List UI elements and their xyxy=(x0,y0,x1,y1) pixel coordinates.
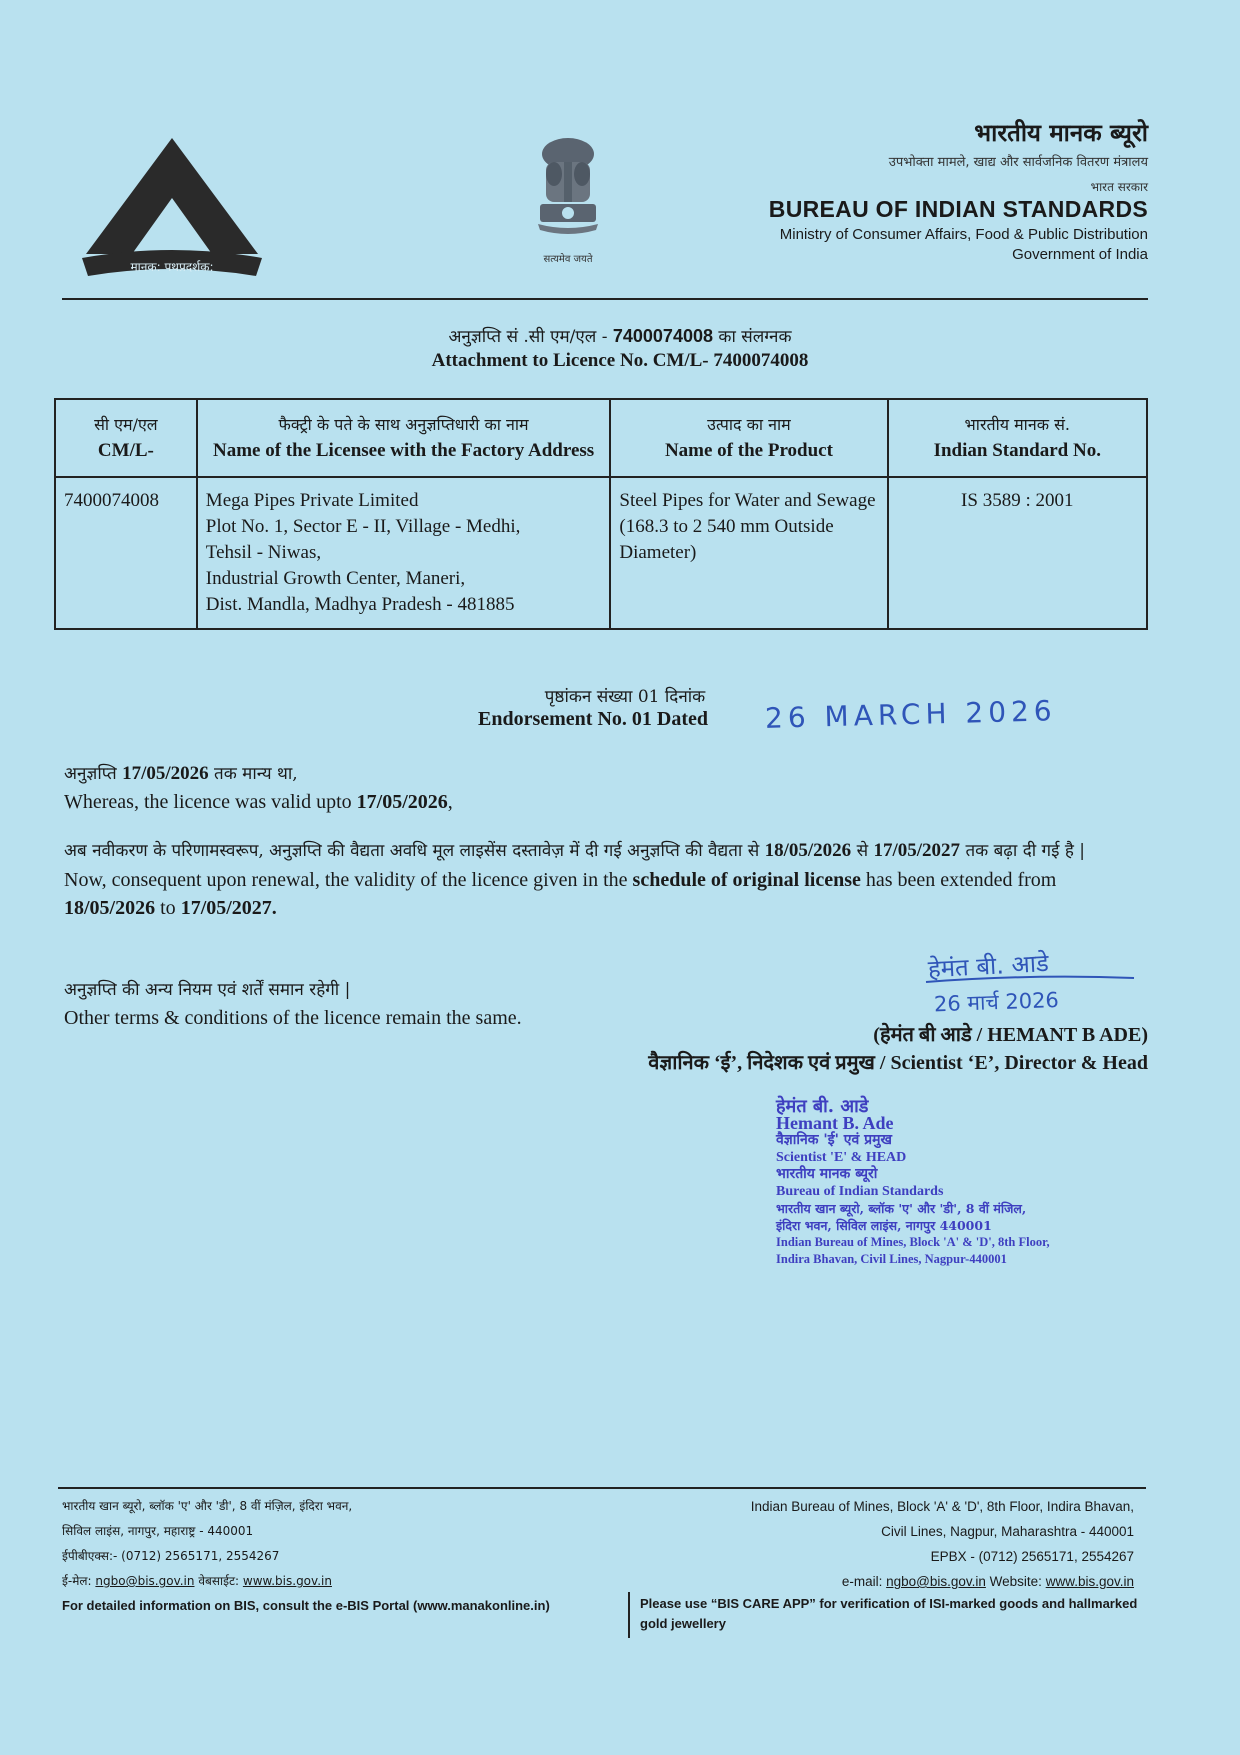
emblem-motto: सत्यमेव जयते xyxy=(543,254,593,265)
footer-hindi-phone: ईपीबीएक्स:- (0712) 2565171, 2554267 xyxy=(62,1549,280,1563)
column-header-standard xyxy=(888,399,1147,477)
column-header-cml xyxy=(55,399,197,477)
website-label: वेबसाईट: xyxy=(198,1574,240,1588)
validity-english xyxy=(64,788,1144,816)
stamp-line: Scientist 'E' & HEAD xyxy=(776,1150,907,1165)
attachment-hindi-prefix: अनुज्ञप्ति सं .सी एम/एल - xyxy=(448,327,608,347)
licence-table xyxy=(54,398,1148,630)
renewal-hindi xyxy=(64,836,1144,866)
header-government: Government of India xyxy=(1012,246,1148,263)
renewal-to-date: 17/05/2027. xyxy=(180,897,277,919)
email-link[interactable]: ngbo@bis.gov.in xyxy=(886,1574,986,1589)
email-label: ई-मेल: xyxy=(62,1574,92,1588)
licensee-line: Dist. Mandla, Madhya Pradesh - 481885 xyxy=(205,594,515,615)
schedule-of-original-license: schedule of original license xyxy=(632,869,861,891)
signature-name: हेमंत बी. आडे xyxy=(927,949,1050,984)
cell-standard-number: IS 3589 : 2001 xyxy=(888,477,1147,629)
text: has been extended from xyxy=(865,869,1057,891)
endorsement-hindi: पृष्ठांकन संख्या 01 दिनांक xyxy=(544,687,706,707)
renewal-to-date: 17/05/2027 xyxy=(873,840,961,861)
stamp-line: भारतीय खान ब्यूरो, ब्लॉक 'ए' और 'डी', 8 वीं मंजिल, xyxy=(776,1201,1027,1216)
text: , xyxy=(447,791,453,813)
licensee-line: Plot No. 1, Sector E - II, Village - Medhi, xyxy=(205,516,521,537)
national-emblem xyxy=(518,132,618,272)
column-header-english: Name of the Licensee with the Factory Address xyxy=(213,440,595,461)
footer-divider xyxy=(58,1487,1146,1489)
stamp-line: Indian Bureau of Mines, Block 'A' & 'D', 8th Floor, xyxy=(776,1235,1050,1249)
footer-app-note: Please use “BIS CARE APP” for verification of ISI-marked goods and hallmarked gold jewellery xyxy=(640,1596,1138,1631)
handwritten-signature xyxy=(920,938,1140,1018)
text: अनुज्ञप्ति xyxy=(64,764,117,784)
endorsement-label: Endorsement No. 01 Dated xyxy=(478,708,708,730)
attachment-hindi-suffix: का संलग्नक xyxy=(718,327,792,347)
attachment-licence-no: 7400074008 xyxy=(612,326,713,346)
cell-cml-number: 7400074008 xyxy=(55,477,197,629)
cell-licensee-address xyxy=(197,477,611,629)
cell-product-name: Steel Pipes for Water and Sewage (168.3 to 2 540 mm Outside Diameter) xyxy=(610,477,887,629)
valid-upto-date: 17/05/2026 xyxy=(356,791,448,813)
footer-hindi-address-1: भारतीय खान ब्यूरो, ब्लॉक 'ए' और 'डी', 8 वीं मंज़िल, इंदिरा भवन, xyxy=(62,1499,353,1513)
website-link[interactable]: www.bis.gov.in xyxy=(1045,1574,1134,1589)
email-label: e-mail: xyxy=(841,1574,883,1589)
terms-paragraph xyxy=(64,976,584,1032)
signatory-name: (हेमंत बी आडे / HEMANT B ADE) xyxy=(873,1024,1148,1046)
renewal-from-date: 18/05/2026 xyxy=(764,840,852,861)
column-header-hindi: सी एम/एल xyxy=(94,415,158,434)
footer-english-contact xyxy=(842,1569,1134,1594)
validity-hindi xyxy=(64,760,1144,788)
valid-upto-date: 17/05/2026 xyxy=(122,763,209,784)
licensee-line: Mega Pipes Private Limited xyxy=(205,490,419,511)
licensee-line: Tehsil - Niwas, xyxy=(205,542,322,563)
column-header-english: CM/L- xyxy=(97,440,154,461)
header-hindi-ministry: उपभोक्ता मामले, खाद्य और सार्वजनिक वितरण मंत्रालय xyxy=(888,155,1148,170)
stamp-line: वैज्ञानिक 'ई' एवं प्रमुख xyxy=(776,1132,892,1148)
email-link[interactable]: ngbo@bis.gov.in xyxy=(95,1574,195,1588)
column-header-hindi: भारतीय मानक सं. xyxy=(964,415,1070,434)
footer-vertical-divider xyxy=(628,1592,630,1638)
header-hindi-title: भारतीय मानक ब्यूरो xyxy=(974,118,1148,147)
bis-logo-text: मानक: पथप्रदर्शक: xyxy=(130,260,214,274)
website-label: Website: xyxy=(989,1574,1042,1589)
footer-english-address-1: Indian Bureau of Mines, Block 'A' & 'D', 8th Floor, Indira Bhavan, xyxy=(750,1499,1134,1514)
attachment-english-title: Attachment to Licence No. CM/L- 7400074008 xyxy=(431,350,809,371)
signature-date: 26 मार्च 2026 xyxy=(933,988,1060,1017)
table-header-row xyxy=(55,399,1147,477)
column-header-hindi: फैक्ट्री के पते के साथ अनुज्ञप्तिधारी का नाम xyxy=(278,415,529,434)
table-row xyxy=(55,477,1147,629)
stamp-line: हेमंत बी. आडे xyxy=(776,1096,869,1117)
stamp-line: इंदिरा भवन, सिविल लाइंस, नागपुर 440001 xyxy=(776,1218,992,1233)
text: Whereas, the licence was valid upto xyxy=(64,791,352,813)
validity-paragraph xyxy=(64,760,1144,816)
stamp-line: Hemant B. Ade xyxy=(776,1113,894,1133)
text: Now, consequent upon renewal, the validity of the licence given in the xyxy=(64,869,628,891)
stamp-line: भारतीय मानक ब्यूरो xyxy=(776,1166,878,1182)
website-link[interactable]: www.bis.gov.in xyxy=(242,1574,332,1588)
text: अब नवीकरण के परिणामस्वरूप, अनुज्ञप्ति की वैद्यता अवधि मूल लाइसेंस दस्तावेज़ में दी गई अनुज्ञप्ति की वैद्यता से xyxy=(64,841,760,861)
text: तक मान्य था, xyxy=(214,764,298,784)
text: से xyxy=(856,841,869,861)
column-header-licensee xyxy=(197,399,611,477)
renewal-paragraph xyxy=(64,836,1144,922)
signatory-designation: वैज्ञानिक ‘ई’, निदेशक एवं प्रमुख / Scientist ‘E’, Director & Head xyxy=(648,1052,1148,1074)
header-ministry: Ministry of Consumer Affairs, Food & Public Distribution xyxy=(779,226,1148,243)
footer-portal-note: For detailed information on BIS, consult the e-BIS Portal (www.manakonline.in) xyxy=(62,1598,550,1613)
footer-hindi-contact xyxy=(62,1569,332,1594)
text: तक बढ़ा दी गई है | xyxy=(965,841,1086,861)
footer-hindi-address-2: सिविल लाइंस, नागपुर, महाराष्ट्र - 440001 xyxy=(62,1524,254,1538)
attachment-hindi-title xyxy=(0,324,1240,347)
official-stamp xyxy=(776,1098,1050,1268)
column-header-english: Indian Standard No. xyxy=(933,440,1101,461)
terms-english: Other terms & conditions of the licence remain the same. xyxy=(64,1007,522,1029)
header-hindi-govt: भारत सरकार xyxy=(1090,180,1148,194)
stamp-line: Bureau of Indian Standards xyxy=(776,1184,944,1199)
column-header-product xyxy=(610,399,887,477)
footer-english-phone: EPBX - (0712) 2565171, 2554267 xyxy=(930,1549,1134,1564)
renewal-from-date: 18/05/2026 xyxy=(64,897,156,919)
renewal-english xyxy=(64,866,1144,922)
text: to xyxy=(160,897,176,919)
bis-logo xyxy=(80,130,265,280)
header-divider xyxy=(62,298,1148,300)
column-header-english: Name of the Product xyxy=(664,440,833,461)
terms-hindi: अनुज्ञप्ति की अन्य नियम एवं शर्तें समान रहेगी | xyxy=(64,980,351,1000)
ashoka-lion-icon xyxy=(518,132,618,242)
endorsement-date-handwritten: 26 MARCH 2026 xyxy=(764,694,1058,735)
footer-english-address-2: Civil Lines, Nagpur, Maharashtra - 440001 xyxy=(881,1524,1134,1539)
licensee-line: Industrial Growth Center, Maneri, xyxy=(205,568,466,589)
stamp-line: Indira Bhavan, Civil Lines, Nagpur-440001 xyxy=(776,1252,1007,1266)
header-title: BUREAU OF INDIAN STANDARDS xyxy=(768,196,1148,222)
column-header-hindi: उत्पाद का नाम xyxy=(707,415,791,434)
